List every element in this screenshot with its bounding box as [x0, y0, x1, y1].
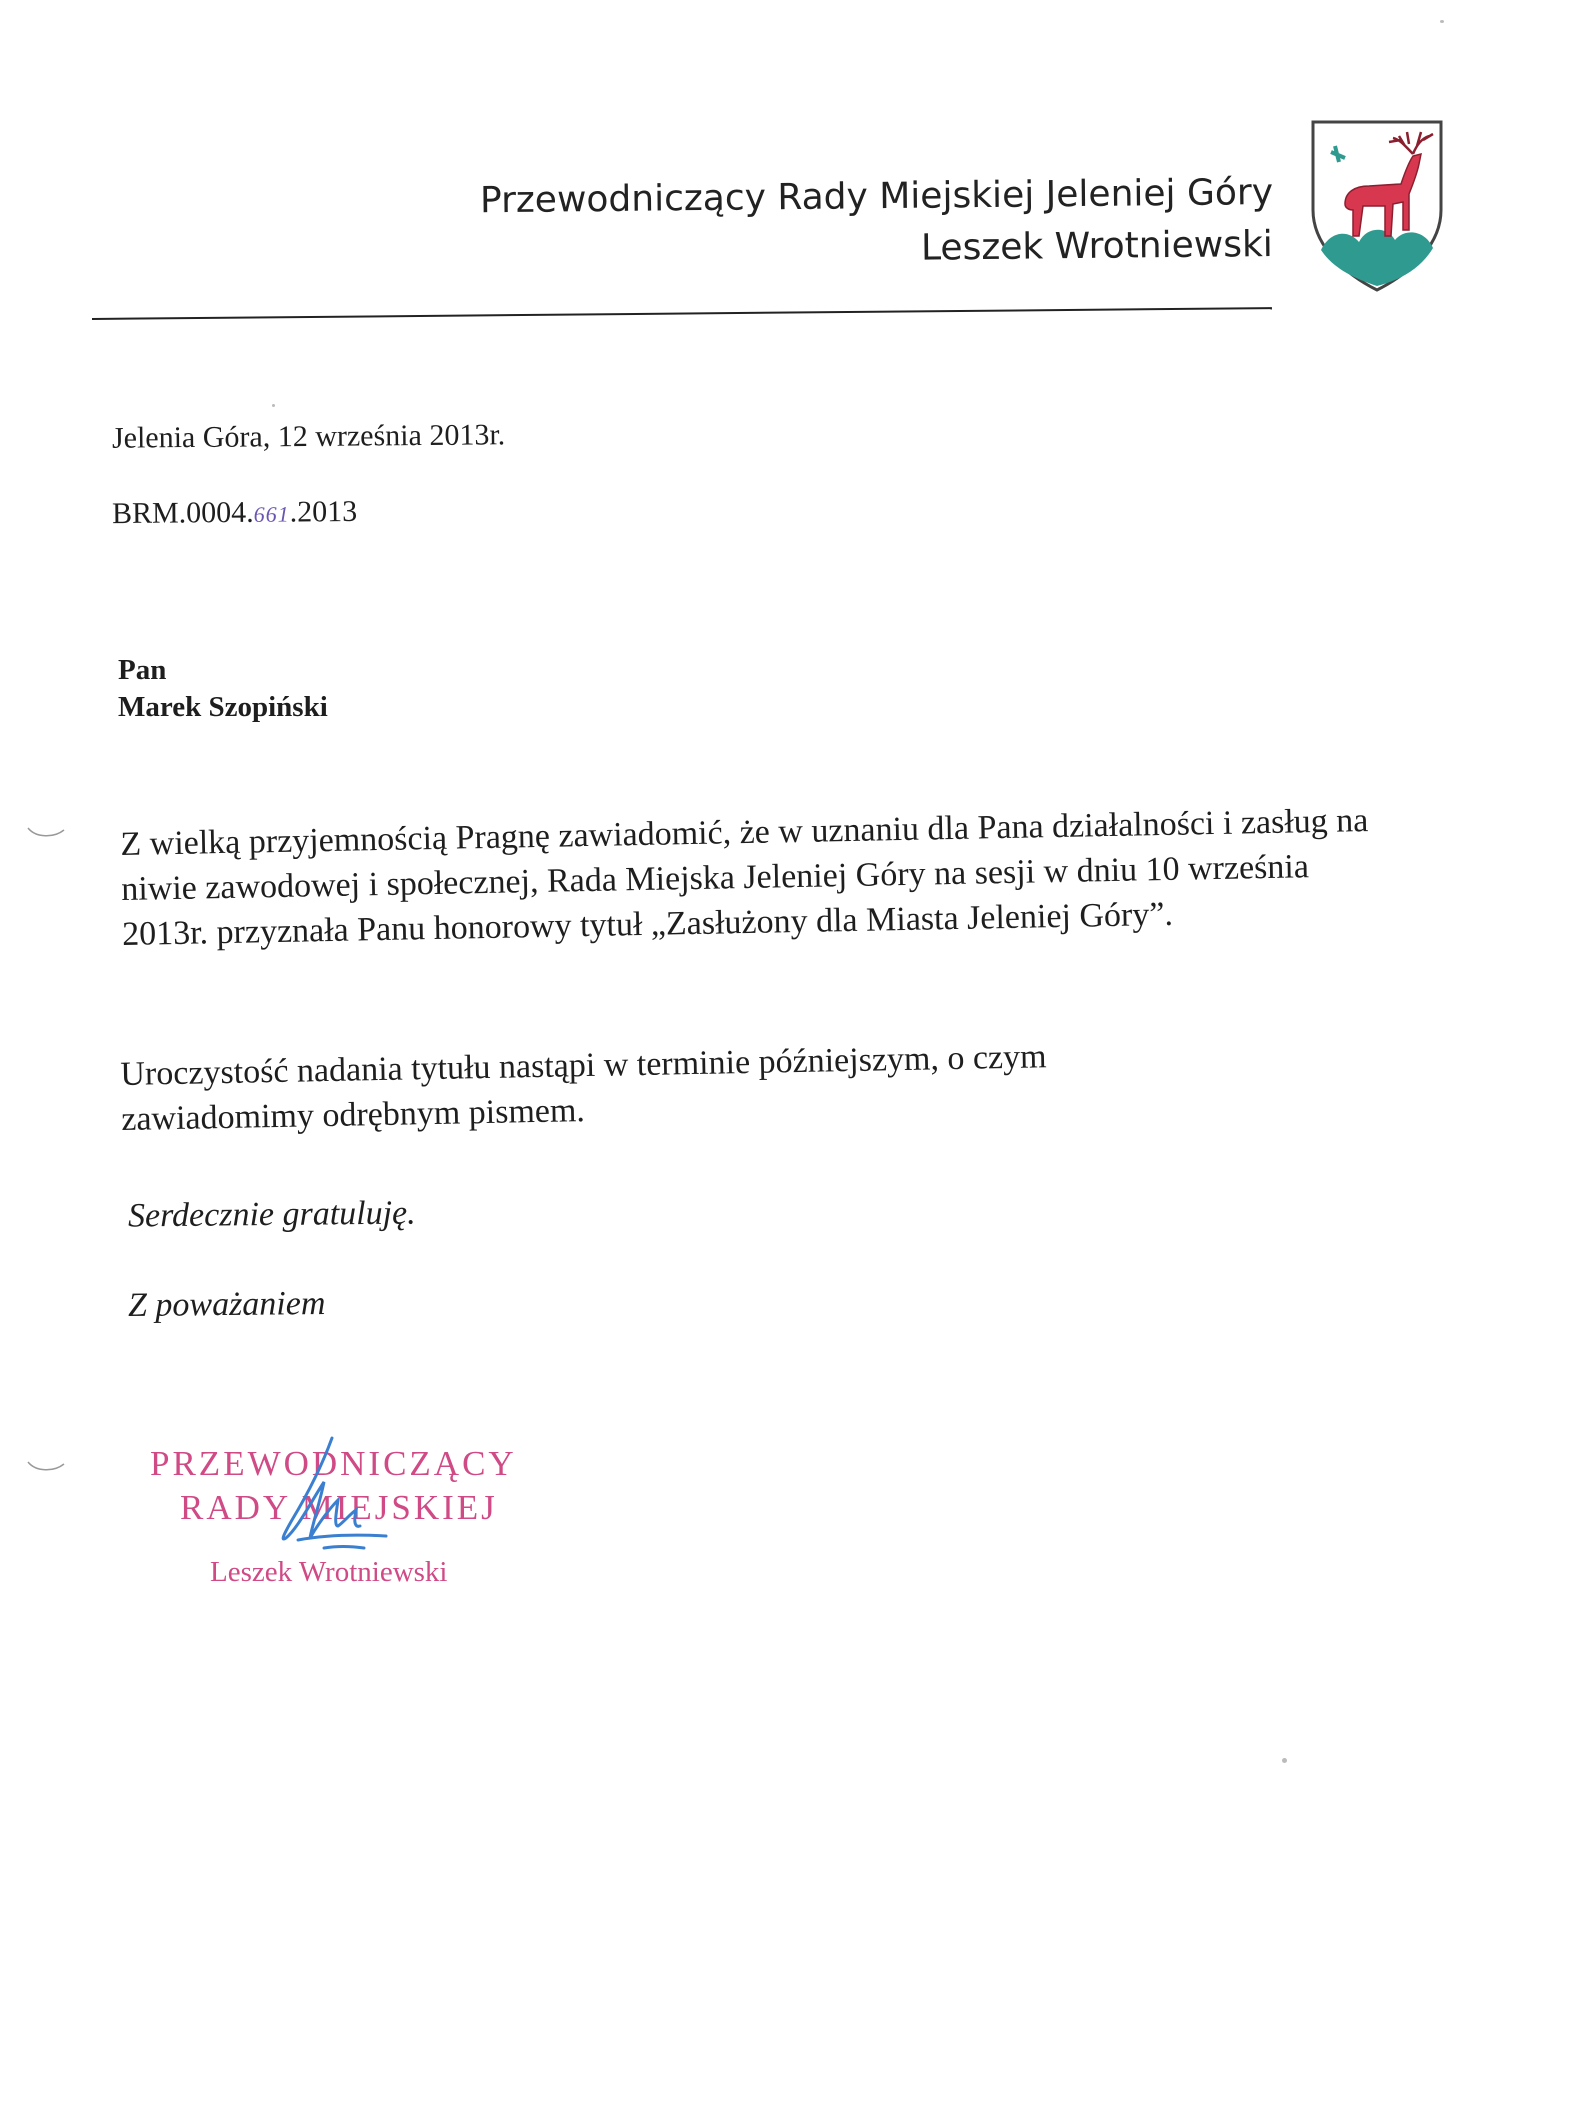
recipient-block: [118, 652, 328, 726]
body-paragraph-1: Z wielką przyjemnością Pragnę zawiadomić, że w uznaniu dla Pana działalności i zasług na niwie zawodowej i społecznej, Rada Miejska Jeleniej Góry na sesji w dniu 10 września 2013r. przyznała Panu honorowy tytuł „Zasłużony dla Miasta Jeleniej Góry”.: [120, 802, 1369, 953]
reference-suffix: .2013: [289, 494, 358, 529]
handwritten-signature: [240, 1430, 400, 1560]
stamp-council-line: RADY MIEJSKIEJ: [180, 1488, 498, 1527]
reference-number: [112, 495, 357, 531]
recipient-salutation: Pan: [118, 654, 167, 686]
stamp-title-line: PRZEWODNICZĄCY: [150, 1444, 517, 1483]
scan-speck: [272, 404, 275, 407]
binder-hole-mark: [26, 826, 66, 840]
closing-regards: Z poważaniem: [127, 1284, 326, 1325]
place-and-date: Jelenia Góra, 12 września 2013r.: [111, 418, 506, 455]
binder-hole-mark: [26, 1460, 66, 1474]
reference-handwritten: 661: [253, 501, 290, 527]
letterhead-title: Przewodniczący Rady Miejskiej Jeleniej Góry: [479, 172, 1274, 222]
letterhead-name: Leszek Wrotniewski: [920, 224, 1274, 269]
reference-prefix: BRM.0004.: [111, 495, 254, 531]
stamp-name-line: Leszek Wrotniewski: [210, 1556, 448, 1588]
scan-speck: [1282, 1758, 1287, 1763]
header-divider: [92, 307, 1272, 320]
closing-congratulations: Serdecznie gratuluję.: [127, 1194, 416, 1235]
deer-coat-of-arms-icon: [1305, 118, 1449, 294]
scan-speck: [1440, 20, 1444, 23]
recipient-name: Marek Szopiński: [118, 691, 328, 723]
body-paragraph-2: Uroczystość nadania tytułu nastąpi w terminie późniejszym, o czym zawiadomimy odrębnym pismem.: [120, 1038, 1047, 1138]
